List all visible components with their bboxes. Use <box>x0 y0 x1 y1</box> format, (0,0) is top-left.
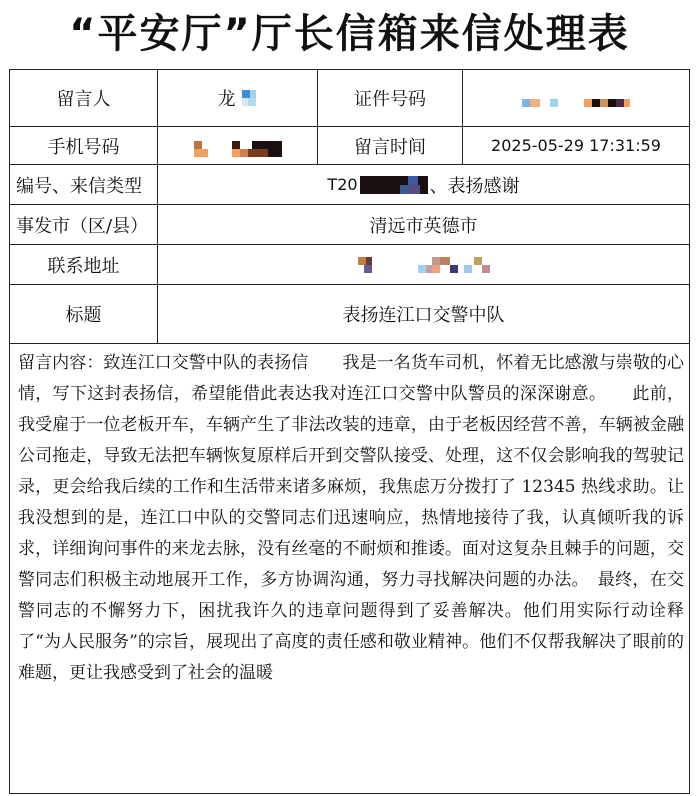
address-redacted <box>158 245 689 284</box>
number-type-value <box>158 165 689 204</box>
redaction-mosaic <box>360 176 428 194</box>
phone-label: 手机号码 <box>47 136 120 158</box>
message-label: 留言内容： <box>18 353 104 373</box>
redaction-mosaic <box>522 99 630 107</box>
form-title: “平安厅”厅长信箱来信处理表 <box>69 11 630 57</box>
redaction-mosaic <box>242 90 256 106</box>
redaction-mosaic <box>194 141 282 157</box>
row-divider <box>10 343 689 344</box>
id-number-label: 证件号码 <box>354 89 426 110</box>
time-value: 2025-05-29 17:31:59 <box>491 136 661 155</box>
subject-label: 标题 <box>65 305 102 326</box>
message-content <box>18 348 684 689</box>
commenter-value <box>158 70 317 126</box>
city-label: 事发市（区/县） <box>16 215 149 237</box>
id-number-redacted <box>463 70 689 126</box>
phone-redacted <box>158 127 317 164</box>
commenter-surname: 龙 <box>217 89 236 110</box>
address-label: 联系地址 <box>47 255 120 277</box>
city-value: 清远市英德市 <box>369 215 478 237</box>
commenter-label: 留言人 <box>56 89 111 110</box>
message-text: 致连江口交警中队的表扬信 我是一名货车司机，怀着无比感激与崇敬的心情，写下这封表扬信，希望能借此表达我对连江口交警中队警员的深深谢意。 此前，我受雇于一位老板开车，车辆产生了非法改装的违章，由于老板因经营不善，车辆被金融公司拖走，导致无法把车辆恢复原样后开到交警队接受、处理，这不仅会影响我的驾驶记录，更会给我后续的工作和生活带来诸多麻烦，我焦虑万分拨打了 12345 热线求助。让我没想到的是，连江口中队的交警同志们迅速响应，热情地接待了我，认真倾听我的诉求，详细询问事件的来龙去脉，没有丝毫的不耐烦和推诿。面对这复杂且棘手的问题，交警同志们积极主动地展开工作，多方协调沟通，努力寻找解决问题的办法。 最终，在交警同志的不懈努力下，困扰我许久的违章问题得到了妥善解决。他们用实际行动诠释了“为人民服务”的宗旨，展现出了高度的责任感和敬业精神。他们不仅帮我解决了眼前的难题，更让我感受到了社会的温暖 <box>18 353 685 683</box>
time-label: 留言时间 <box>354 136 426 158</box>
letter-number-prefix: T20 <box>327 175 358 194</box>
subject-value: 表扬连江口交警中队 <box>342 305 505 326</box>
number-type-label: 编号、来信类型 <box>16 175 142 197</box>
letter-form <box>9 69 690 794</box>
redaction-mosaic <box>358 257 490 273</box>
letter-type: 、表扬感谢 <box>429 175 520 197</box>
